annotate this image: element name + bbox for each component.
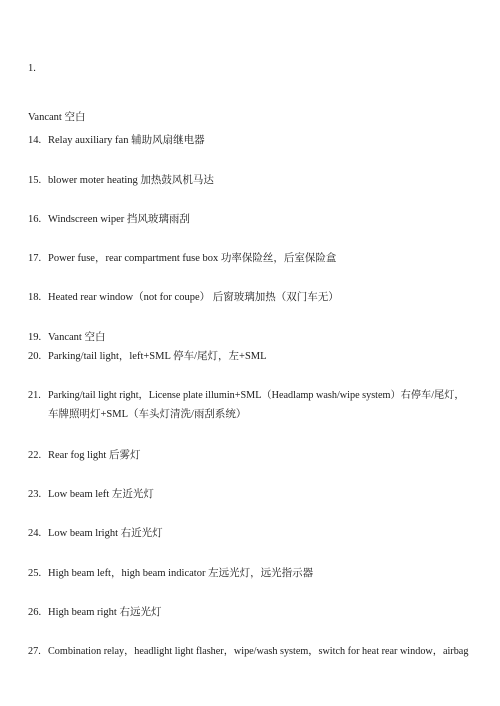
list-item [28,252,472,266]
item-number: 1. [28,63,36,74]
list-item [28,291,472,305]
item-text: Relay auxiliary fan 辅助风扇继电器 [48,135,205,146]
item-text: Parking/tail light right，License plate illumin+SML（Headlamp wash/wipe system）右停车/尾灯， [48,390,465,401]
item-text: Low beam lright 右近光灯 [48,528,163,539]
item-text: Power fuse，rear compartment fuse box 功率保险丝，后室保险盒 [48,253,337,264]
item-number: 18. [28,292,42,303]
list-item [28,62,472,76]
item-number: 16. [28,214,42,225]
item-number: 17. [28,253,42,264]
list-item [28,350,472,364]
list-item [28,645,472,659]
item-text: Vancant 空白 [48,332,106,343]
item-number: 21. [28,390,41,401]
item-number: 24. [28,528,42,539]
item-number: 27. [28,646,41,657]
list-item [28,134,472,148]
item-number: 26. [28,607,42,618]
list-item [28,389,472,403]
item-text: Rear fog light 后雾灯 [48,450,141,461]
item-number: 14. [28,135,42,146]
item-number: 15. [28,175,42,186]
list-item [28,606,472,620]
list-item [28,567,472,581]
item-text: Combination relay，headlight light flasher，wipe/wash system，switch for heat rear window，airbag [48,646,469,657]
item-number: 22. [28,450,42,461]
list-item [28,331,472,345]
list-item [28,488,472,502]
item-text: Vancant 空白 [28,112,86,123]
list-item [28,111,472,125]
item-text: High beam right 右远光灯 [48,607,162,618]
item-text: Heated rear window（not for coupe） 后窗玻璃加热（双门车无） [48,292,339,303]
list-item-continuation: 车牌照明灯+SML（车头灯清洗/雨刮系统） [48,409,247,420]
list-item [28,449,472,463]
item-number: 20. [28,351,42,362]
item-text: Low beam left 左近光灯 [48,489,154,500]
item-text: blower moter heating 加热鼓风机马达 [48,175,214,186]
item-number: 23. [28,489,42,500]
item-text: Windscreen wiper 挡风玻璃雨刮 [48,214,190,225]
item-number: 25. [28,568,42,579]
list-item [28,174,472,188]
item-number: 19. [28,332,42,343]
item-text: High beam left，high beam indicator 左远光灯，远光指示器 [48,568,314,579]
list-item [28,213,472,227]
list-item [28,527,472,541]
item-text: Parking/tail light，left+SML 停车/尾灯，左+SML [48,351,267,362]
